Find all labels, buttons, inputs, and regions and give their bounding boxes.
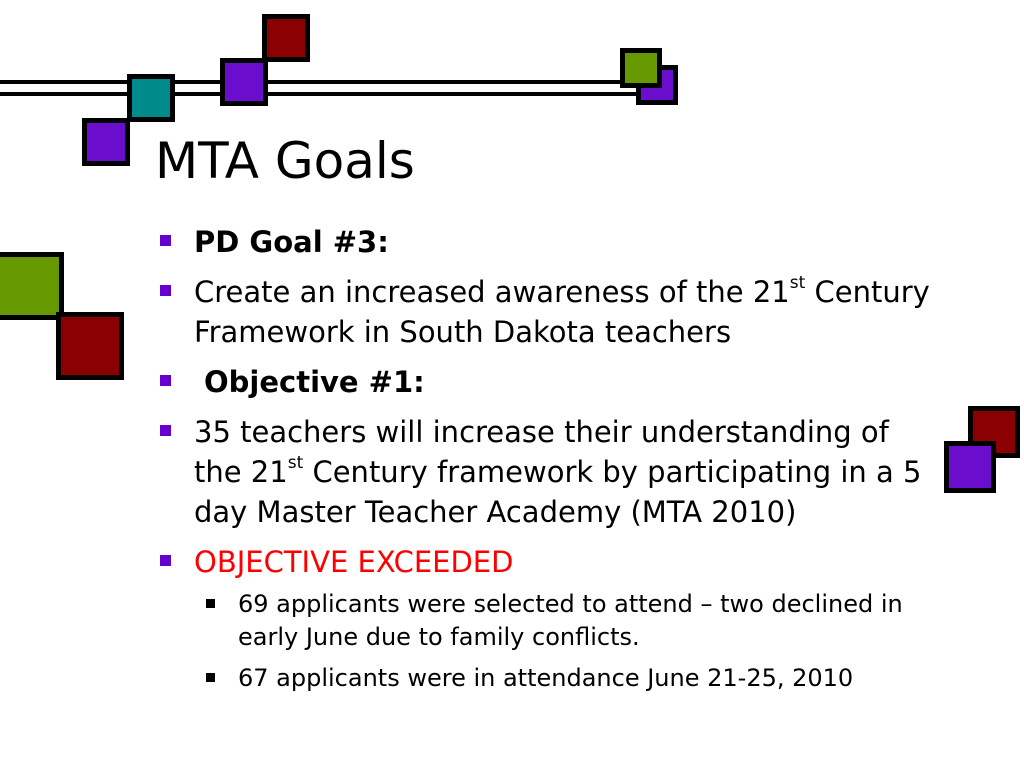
bullet-text-post: Century Framework in South Dakota teachers: [194, 275, 930, 349]
bullet-objective: [158, 362, 938, 402]
sub-bullet-text: 69 applicants were selected to attend – two declined in early June due to family conflicts.: [238, 590, 903, 651]
bullet-goal-description: [158, 272, 938, 352]
square-bullet-icon: [160, 555, 171, 566]
bullet-text-superscript: st: [287, 453, 304, 474]
sub-bullet-list: [202, 588, 938, 695]
decorative-square-purple: [220, 58, 268, 106]
sub-bullet-text: 67 applicants were in attendance June 21-25, 2010: [238, 664, 854, 692]
square-bullet-icon: [160, 285, 171, 296]
bullet-objective-description: [158, 412, 938, 532]
decorative-square-purple: [944, 441, 996, 493]
square-bullet-icon: [160, 375, 171, 386]
decorative-rule-line: [0, 92, 658, 96]
decorative-square-red: [56, 312, 124, 380]
bullet-text: Objective #1:: [204, 365, 425, 399]
sub-bullet-item: [202, 662, 938, 695]
square-bullet-icon: [160, 425, 171, 436]
bullet-text-pre: 35 teachers will increase their understanding of the 21: [194, 415, 889, 489]
sub-bullet-item: [202, 588, 938, 654]
decorative-square-red: [262, 14, 310, 62]
square-bullet-icon: [206, 599, 215, 608]
bullet-pd-goal: [158, 222, 938, 262]
decorative-square-green: [0, 252, 64, 320]
bullet-objective-exceeded: [158, 542, 938, 695]
square-bullet-icon: [160, 235, 171, 246]
bullet-text-pre: Create an increased awareness of the 21: [194, 275, 790, 309]
bullet-text-superscript: st: [789, 273, 806, 294]
decorative-rule-line: [0, 80, 658, 84]
bullet-text-post: Century framework by participating in a 5 day Master Teacher Academy (MTA 2010): [194, 455, 922, 529]
bullet-text: OBJECTIVE EXCEEDED: [194, 545, 514, 579]
bullet-list: [158, 222, 938, 705]
square-bullet-icon: [206, 673, 215, 682]
bullet-text: PD Goal #3:: [194, 225, 389, 259]
decorative-square-green: [620, 48, 662, 88]
slide-title: MTA Goals: [155, 132, 415, 190]
decorative-square-purple: [82, 118, 130, 166]
decorative-square-teal: [127, 74, 175, 122]
